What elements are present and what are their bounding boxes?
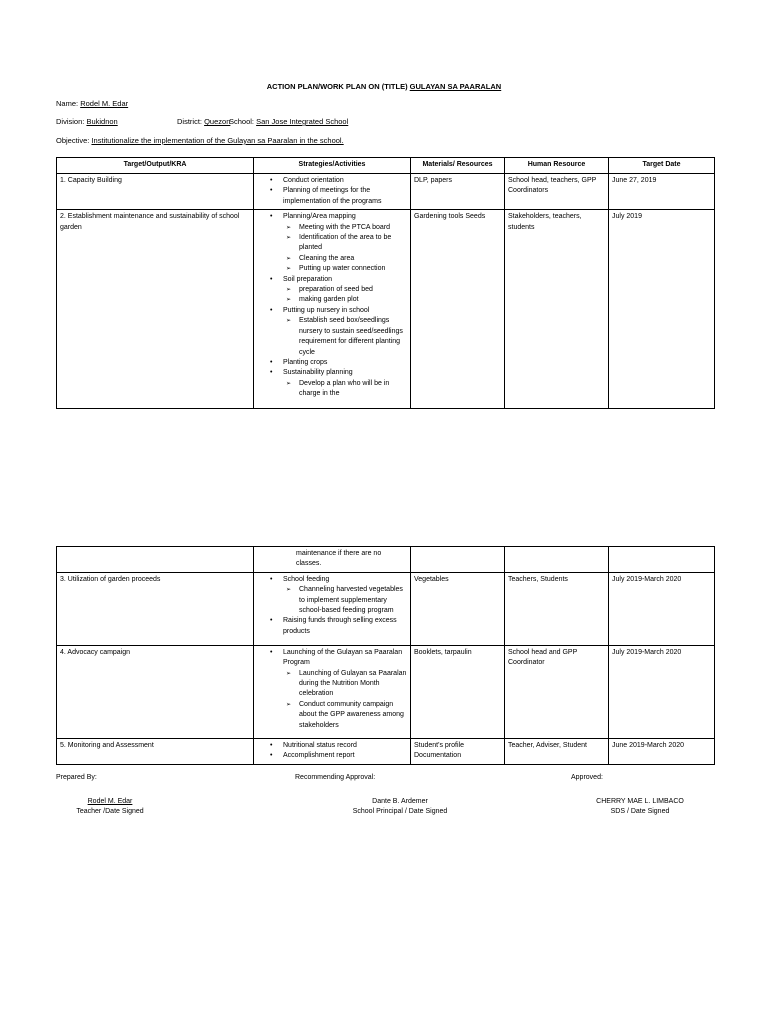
cell-target: 1. Capacity Building xyxy=(57,174,254,210)
continuation-text: maintenance if there are no classes. xyxy=(296,550,382,568)
list-item: ➢ Channeling harvested vegetables to implement supplementary school-based feeding program xyxy=(257,585,407,616)
action-plan-table-page2 xyxy=(56,546,715,765)
cell-target: 4. Advocacy campaign xyxy=(57,645,254,738)
cell-strategies xyxy=(254,572,411,645)
title-program-name: GULAYAN SA PAARALAN xyxy=(409,82,502,91)
cell-target-date: June 2019-March 2020 xyxy=(609,738,715,764)
prepared-signature xyxy=(40,797,180,817)
table-row xyxy=(57,738,715,764)
cell-target-date: June 27, 2019 xyxy=(609,174,715,210)
list-item: ➢ Launching of Gulayan sa Paaralan during the Nutrition Month celebration xyxy=(257,669,407,700)
recommending-role: School Principal / Date Signed xyxy=(352,808,448,815)
action-plan-table-page1 xyxy=(56,157,715,409)
cell-materials: Gardening tools Seeds xyxy=(411,210,505,409)
prepared-role: Teacher /Date Signed xyxy=(76,808,144,815)
prepared-by-label: Prepared By: xyxy=(56,774,97,781)
col-materials: Materials/ Resources xyxy=(411,158,505,174)
list-item: • Nutritional status record xyxy=(257,741,407,751)
table-row xyxy=(57,174,715,210)
list-item: • Launching of the Gulayan sa Paaralan Program xyxy=(257,648,407,669)
cell-target: 3. Utilization of garden proceeds xyxy=(57,572,254,645)
list-item: • Conduct orientation xyxy=(257,176,407,186)
list-item: • Planning/Area mapping xyxy=(257,212,407,222)
list-item: • School feeding xyxy=(257,575,407,585)
cell-materials: DLP, papers xyxy=(411,174,505,210)
col-human-resource: Human Resource xyxy=(505,158,609,174)
list-item: ➢ Conduct community campaign about the GPP awareness among stakeholders xyxy=(257,700,407,731)
list-item: • Planting crops xyxy=(257,358,407,368)
division-value: Bukidnon xyxy=(86,117,118,126)
recommending-approval-label: Recommending Approval: xyxy=(295,774,376,781)
name-line: Name: Rodel M. Edar xyxy=(56,99,129,108)
cell-strategies xyxy=(254,210,411,409)
list-item: • Putting up nursery in school xyxy=(257,306,407,316)
school-line: School: San Jose Integrated School xyxy=(229,117,349,126)
cell-human-resource: School head and GPP Coordinator xyxy=(505,645,609,738)
objective-line: Objective: Institutionalize the implementation of the Gulayan sa Paaralan in the school. xyxy=(56,136,344,145)
district-value: Quezon xyxy=(204,117,231,126)
list-item: ➢ preparation of seed bed xyxy=(257,285,407,295)
cell-materials: Student's profile Documentation xyxy=(411,738,505,764)
cell-human-resource: Teachers, Students xyxy=(505,572,609,645)
cell-target-date: July 2019-March 2020 xyxy=(609,645,715,738)
cell-human-resource xyxy=(505,547,609,573)
cell-materials: Vegetables xyxy=(411,572,505,645)
recommending-name: Dante B. Ardemer xyxy=(372,798,428,805)
table-row xyxy=(57,572,715,645)
table-row xyxy=(57,547,715,573)
cell-target: 2. Establishment maintenance and sustainability of school garden xyxy=(57,210,254,409)
cell-human-resource: Stakeholders, teachers, students xyxy=(505,210,609,409)
approved-role: SDS / Date Signed xyxy=(610,808,670,815)
list-item: ➢ Putting up water connection xyxy=(257,264,407,274)
cell-human-resource: School head, teachers, GPP Coordinators xyxy=(505,174,609,210)
cell-target xyxy=(57,547,254,573)
col-target: Target/Output/KRA xyxy=(57,158,254,174)
name-value: Rodel M. Edar xyxy=(80,99,129,108)
cell-target: 5. Monitoring and Assessment xyxy=(57,738,254,764)
cell-target-date xyxy=(609,547,715,573)
school-value: San Jose Integrated School xyxy=(256,117,349,126)
table-row xyxy=(57,210,715,409)
list-item: ➢ Meeting with the PTCA board xyxy=(257,223,407,233)
table-row xyxy=(57,645,715,738)
list-item: ➢ Identification of the area to be planted xyxy=(257,233,407,254)
list-item: • Raising funds through selling excess products xyxy=(257,616,407,637)
cell-materials: Booklets, tarpaulin xyxy=(411,645,505,738)
approved-label: Approved: xyxy=(571,774,603,781)
objective-value: Institutionalize the implementation of the Gulayan sa Paaralan in the school. xyxy=(91,136,344,145)
table-header-row xyxy=(57,158,715,174)
cell-target-date: July 2019 xyxy=(609,210,715,409)
page-title: ACTION PLAN/WORK PLAN ON (TITLE) GULAYAN SA PAARALAN xyxy=(266,82,502,91)
cell-strategies xyxy=(254,174,411,210)
list-item: • Sustainability planning xyxy=(257,368,407,378)
cell-strategies xyxy=(254,547,411,573)
district-line: District: Quezon xyxy=(177,117,231,126)
approved-name: CHERRY MAE L. LIMBACO xyxy=(596,798,684,805)
prepared-name: Rodel M. Edar xyxy=(87,798,133,805)
recommending-signature xyxy=(320,797,480,817)
approved-signature xyxy=(570,797,710,817)
cell-materials xyxy=(411,547,505,573)
cell-strategies xyxy=(254,738,411,764)
col-target-date: Target Date xyxy=(609,158,715,174)
division-line: Division: Bukidnon xyxy=(56,117,118,126)
list-item: • Soil preparation xyxy=(257,275,407,285)
list-item: • Planning of meetings for the implementation of the programs xyxy=(257,186,407,207)
col-strategies: Strategies/Activities xyxy=(254,158,411,174)
list-item: ➢ making garden plot xyxy=(257,295,407,305)
cell-target-date: July 2019-March 2020 xyxy=(609,572,715,645)
cell-human-resource: Teacher, Adviser, Student xyxy=(505,738,609,764)
list-item: ➢ Establish seed box/seedlings nursery to sustain seed/seedlings requirement for different planting cycle xyxy=(257,316,407,358)
list-item: ➢ Develop a plan who will be in charge in the xyxy=(257,379,407,400)
list-item: ➢ Cleaning the area xyxy=(257,254,407,264)
list-item: • Accomplishment report xyxy=(257,751,407,761)
cell-strategies xyxy=(254,645,411,738)
